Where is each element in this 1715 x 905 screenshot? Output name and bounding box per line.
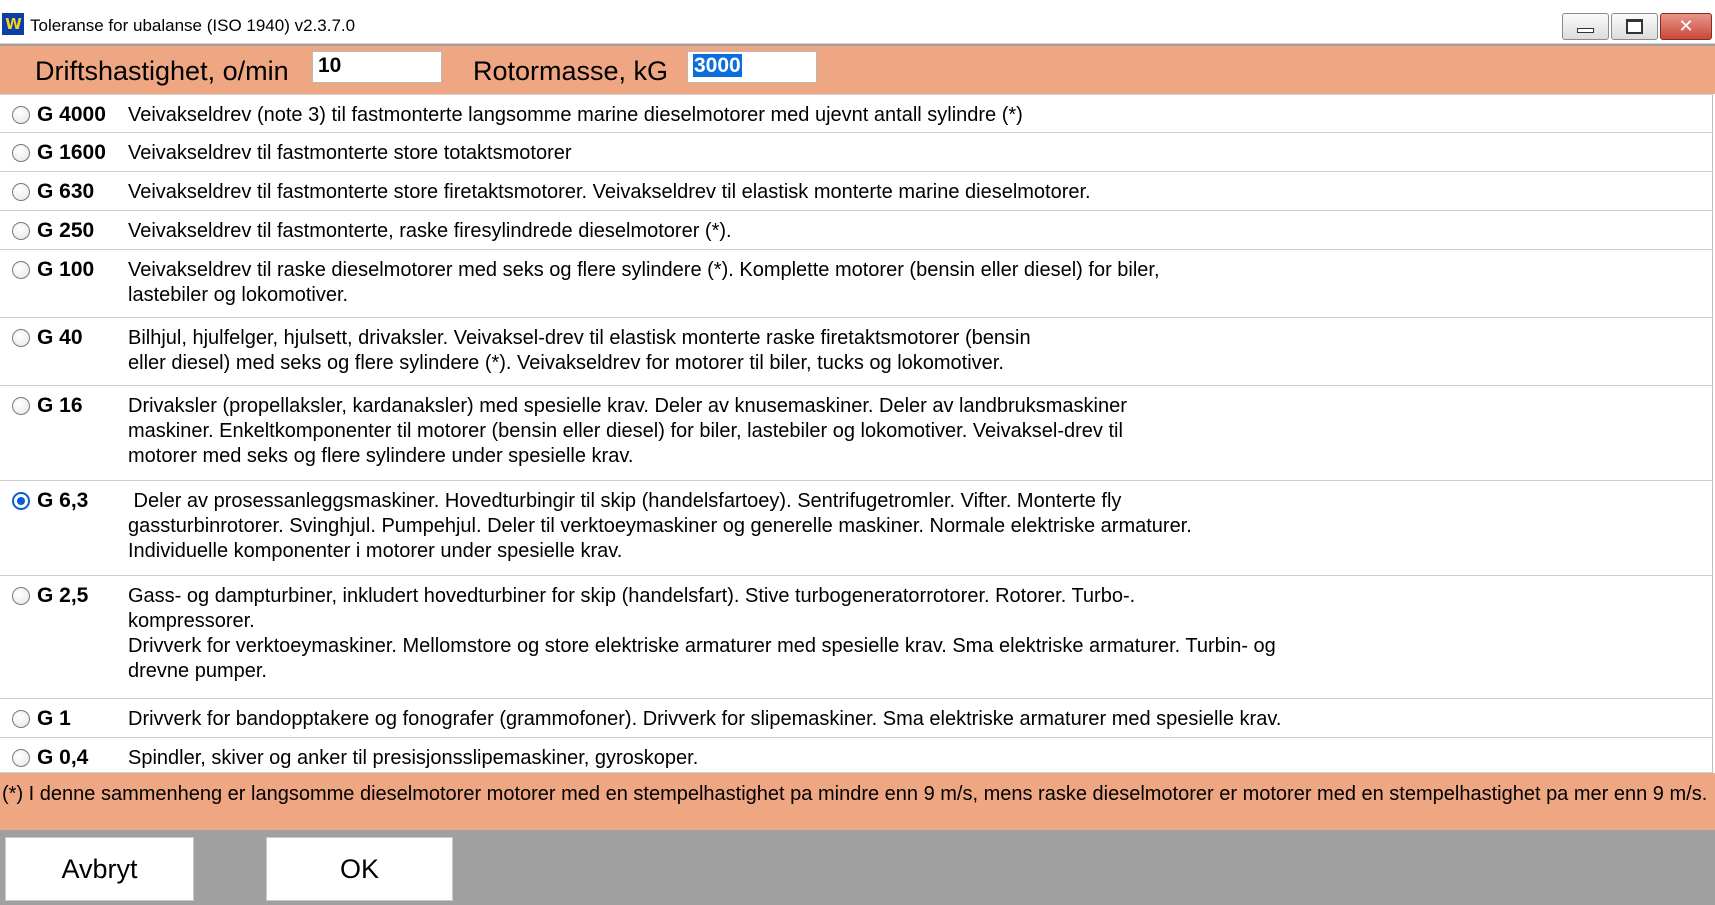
description-line: Bilhjul, hjulfelger, hjulsett, drivaksler. Veivaksel-drev til elastisk monterte raske firetaktsmotorer (bensin [128,327,1031,349]
grade-option-row[interactable] [0,386,1713,481]
mass-label: Rotormasse, kG [473,56,669,86]
grade-label: G 40 [37,326,83,349]
grade-label: G 6,3 [37,489,89,512]
input-bar [0,46,1715,94]
cancel-button[interactable]: Avbryt [5,837,194,901]
grade-label: G 1600 [37,141,106,164]
description-line: lastebiler og lokomotiver. [128,284,349,306]
grade-radio[interactable] [12,492,30,510]
grade-radio[interactable] [12,106,30,124]
close-icon: ✕ [1678,15,1694,37]
window-title: Toleranse for ubalanse (ISO 1940) v2.3.7.0 [30,16,356,35]
description-line: Deler av prosessanleggsmaskiner. Hovedturbingir til skip (handelsfartoey). Sentrifugetromler. Vifter. Monterte fly [128,490,1122,512]
grade-description [128,180,1091,205]
grade-label: G 100 [37,258,95,281]
grade-description [128,584,1276,684]
grade-radio[interactable] [12,183,30,201]
minimize-button[interactable] [1562,13,1609,40]
grade-description [128,258,1160,308]
description-line: kompressorer. [128,610,255,632]
grade-description [128,489,1192,564]
description-line: maskiner. Enkeltkomponenter til motorer (bensin eller diesel) for biler, lastebiler og lokomotiver. Veivaksel-drev til [128,420,1123,442]
maximize-icon [1626,19,1643,34]
grade-option-row[interactable] [0,94,1713,133]
grade-option-row[interactable] [0,172,1713,211]
grade-radio[interactable] [12,397,30,415]
description-line: gassturbinrotorer. Svinghjul. Pumpehjul. Deler til verktoeymaskiner og generelle maskiner. Normale elektriske armaturer. [128,515,1192,537]
app-logo-icon: W [2,13,24,35]
description-line: Veivakseldrev til fastmonterte, raske firesylindrede dieselmotorer (*). [128,220,732,242]
minimize-icon [1577,28,1594,33]
grade-description [128,103,1023,128]
balance-grade-list [0,94,1715,773]
description-line: drevne pumper. [128,660,267,682]
close-button[interactable] [1660,13,1712,40]
mass-input[interactable] [687,51,817,83]
grade-option-row[interactable] [0,481,1713,576]
mass-value: 3000 [694,54,741,77]
description-line: Veivakseldrev (note 3) til fastmonterte langsomme marine dieselmotorer med ujevnt antall sylindre (*) [128,104,1023,126]
description-line: motorer med seks og flere sylindere under spesielle krav. [128,445,634,467]
description-line: Drivaksler (propellaksler, kardanaksler) med spesielle krav. Deler av knusemaskiner. Deler av landbruksmaskiner [128,395,1127,417]
grade-option-row[interactable] [0,738,1713,773]
grade-description [128,219,732,244]
grade-description [128,746,698,771]
description-line: Veivakseldrev til fastmonterte store firetaktsmotorer. Veivakseldrev til elastisk monterte marine dieselmotorer. [128,181,1091,203]
grade-option-row[interactable] [0,699,1713,738]
description-line: Veivakseldrev til fastmonterte store totaktsmotorer [128,142,572,164]
grade-radio[interactable] [12,749,30,767]
grade-label: G 630 [37,180,95,203]
grade-option-row[interactable] [0,318,1713,386]
grade-label: G 16 [37,394,83,417]
grade-label: G 250 [37,219,95,242]
grade-option-row[interactable] [0,133,1713,172]
description-line: Veivakseldrev til raske dieselmotorer med seks og flere sylindere (*). Komplette motorer (bensin eller diesel) for biler, [128,259,1160,281]
grade-radio[interactable] [12,710,30,728]
description-line: eller diesel) med seks og flere sylindere (*). Veivakseldrev for motorer til biler, tucks og lokomotiver. [128,352,1004,374]
grade-radio[interactable] [12,329,30,347]
grade-label: G 4000 [37,103,106,126]
description-line: Drivverk for bandopptakere og fonografer (grammofoner). Drivverk for slipemaskiner. Sma elektriske armaturer med spesielle krav. [128,708,1282,730]
description-line: Drivverk for verktoeymaskiner. Mellomstore og store elektriske armaturer med spesielle krav. Sma elektriske armaturer. Turbin- og [128,635,1276,657]
grade-radio[interactable] [12,587,30,605]
grade-description [128,707,1281,732]
title-bar [0,0,1715,44]
grade-option-row[interactable] [0,250,1713,318]
speed-label: Driftshastighet, o/min [35,56,289,86]
grade-label: G 2,5 [37,584,89,607]
speed-input[interactable] [312,51,442,83]
ok-button[interactable]: OK [266,837,453,901]
grade-label: G 1 [37,707,71,730]
grade-description [128,326,1031,376]
maximize-button[interactable] [1611,13,1658,40]
grade-option-row[interactable] [0,576,1713,699]
grade-radio[interactable] [12,261,30,279]
description-line: Individuelle komponenter i motorer under spesielle krav. [128,540,623,562]
description-line: Gass- og dampturbiner, inkludert hovedturbiner for skip (handelsfart). Stive turbogeneratorrotorer. Rotorer. Turbo-. [128,585,1136,607]
grade-radio[interactable] [12,222,30,240]
grade-radio[interactable] [12,144,30,162]
grade-description [128,141,572,166]
description-line: Spindler, skiver og anker til presisjonsslipemaskiner, gyroskoper. [128,747,699,769]
grade-label: G 0,4 [37,746,89,769]
grade-description [128,394,1127,469]
footnote: (*) I denne sammenheng er langsomme dieselmotorer motorer med en stempelhastighet pa mindre enn 9 m/s, mens raske dieselmotorer er motorer med en stempelhastighet pa mer enn 9 m/s. [0,773,1715,830]
speed-value: 10 [318,54,342,77]
grade-option-row[interactable] [0,211,1713,250]
